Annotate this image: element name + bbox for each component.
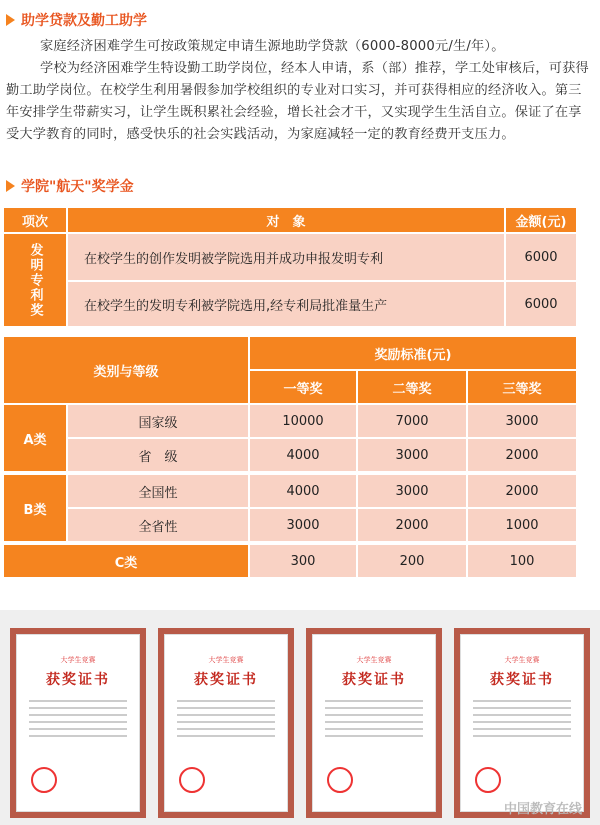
certificate-body-lines xyxy=(473,695,571,742)
table2-cell: 4000 xyxy=(250,475,356,507)
seal-icon xyxy=(179,767,205,793)
table1-header-amount: 金额(元) xyxy=(506,208,576,232)
table2-row-name: 国家级 xyxy=(68,405,248,437)
triangle-bullet-icon xyxy=(6,14,15,26)
table2-cell: 2000 xyxy=(358,509,466,541)
table2-cell: 3000 xyxy=(358,439,466,471)
certificate-body-lines xyxy=(177,695,275,742)
paragraph-loan: 家庭经济困难学生可按政策规定申请生源地助学贷款（6000-8000元/生/年）。 xyxy=(40,39,505,54)
watermark: 中国教育在线 xyxy=(503,802,582,817)
certificate-title: 获奖证书 xyxy=(46,672,110,688)
table2-row-name: 省 级 xyxy=(68,439,248,471)
table2-group-label: A类 xyxy=(4,405,66,471)
certificates-strip xyxy=(0,610,600,825)
certificate-logo: 大学生竞赛 xyxy=(208,656,244,664)
table2-cell: 100 xyxy=(468,545,576,577)
table1-header-object: 对 象 xyxy=(68,208,504,232)
section-title: 助学贷款及勤工助学 xyxy=(21,13,147,29)
table2-header-standard: 奖励标准(元) xyxy=(250,337,576,369)
table2-cell: 3000 xyxy=(250,509,356,541)
certificate xyxy=(306,628,442,818)
certificate-body-lines xyxy=(325,695,423,742)
table2-cell: 2000 xyxy=(468,439,576,471)
table2-cell: 7000 xyxy=(358,405,466,437)
seal-icon xyxy=(31,767,57,793)
table2-header-category: 类别与等级 xyxy=(4,337,248,403)
table2-cell: 4000 xyxy=(250,439,356,471)
seal-icon xyxy=(327,767,353,793)
certificate-logo: 大学生竞赛 xyxy=(60,656,96,664)
certificate-body-lines xyxy=(29,695,127,742)
table2-cell: 300 xyxy=(250,545,356,577)
section-title: 学院"航天"奖学金 xyxy=(21,179,134,195)
table2-cell: 200 xyxy=(358,545,466,577)
table2-row-name: 全国性 xyxy=(68,475,248,507)
table1-group-label: 发明专利奖 xyxy=(4,234,66,326)
table1-row-amount: 6000 xyxy=(506,234,576,280)
table2-group-label: C类 xyxy=(4,545,248,577)
section-heading-scholarship xyxy=(6,176,134,196)
paragraph-workstudy: 学校为经济困难学生特设勤工助学岗位，经本人申请，系（部）推荐，学工处审核后，可获得勤工助学岗位。在校学生利用暑假参加学校组织的专业对口实习，并可获得相应的经济收入。第三年安排学生带薪实习，让学生既积累社会经验，增长社会才干，又实现学生生活自立。保证了在享受大学教育的同时，感受快乐的社会实践活动，为家庭减轻一定的教育经费开支压力。 xyxy=(6,61,589,142)
certificate xyxy=(454,628,590,818)
table2-row-name: 全省性 xyxy=(68,509,248,541)
seal-icon xyxy=(475,767,501,793)
table2-cell: 3000 xyxy=(468,405,576,437)
table2-header-level: 二等奖 xyxy=(358,371,466,403)
table2-header-level: 一等奖 xyxy=(250,371,356,403)
table1-header-item: 项次 xyxy=(4,208,66,232)
table2-cell: 2000 xyxy=(468,475,576,507)
certificate-logo: 大学生竞赛 xyxy=(356,656,392,664)
certificate xyxy=(158,628,294,818)
table2-header-level: 三等奖 xyxy=(468,371,576,403)
certificate-title: 获奖证书 xyxy=(342,672,406,688)
table2-cell: 3000 xyxy=(358,475,466,507)
table2-cell: 10000 xyxy=(250,405,356,437)
section-heading-loan xyxy=(6,10,147,30)
certificate-title: 获奖证书 xyxy=(194,672,258,688)
table2-cell: 1000 xyxy=(468,509,576,541)
table1-row-object: 在校学生的发明专利被学院选用,经专利局批准量生产 xyxy=(68,282,504,326)
table2-group-label: B类 xyxy=(4,475,66,541)
table1-row-object: 在校学生的创作发明被学院选用并成功申报发明专利 xyxy=(68,234,504,280)
certificate xyxy=(10,628,146,818)
table1-row-amount: 6000 xyxy=(506,282,576,326)
certificate-logo: 大学生竞赛 xyxy=(504,656,540,664)
triangle-bullet-icon xyxy=(6,180,15,192)
certificate-title: 获奖证书 xyxy=(490,672,554,688)
